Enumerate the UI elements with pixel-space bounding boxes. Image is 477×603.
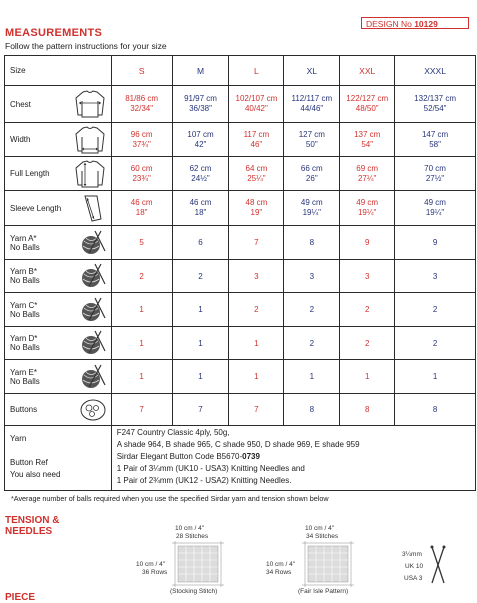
section-title-next: PIECE	[5, 592, 36, 603]
swatch1-caption: (Stocking Stitch)	[170, 588, 218, 595]
balls-value: 8	[284, 226, 340, 260]
needles-line1: 1 Pair of 3¼mm (UK10 - USA3) Knitting Needles and	[116, 464, 305, 473]
value-cm: 107 cm	[187, 129, 214, 139]
value-inch: 48/50"	[355, 104, 379, 113]
balls-value: 1	[111, 360, 172, 394]
value-inch: 27½"	[425, 173, 445, 183]
needle-size-mm: 3¼mm	[402, 551, 422, 558]
balls-value: 1	[172, 360, 229, 394]
balls-label: No Balls	[10, 309, 40, 319]
yarn-ball-icon	[79, 329, 107, 357]
value-cm: 60 cm	[130, 163, 153, 173]
buttons-value: 8	[340, 394, 395, 426]
value-cm: 147 cm	[421, 129, 449, 139]
yarn-ball-icon	[79, 296, 107, 324]
balls-value: 2	[284, 293, 340, 327]
balls-value: 2	[229, 293, 284, 327]
balls-value: 2	[340, 327, 395, 360]
section-title-measurements: MEASUREMENTS	[5, 27, 103, 39]
value-inch: 36/38"	[189, 104, 212, 113]
balls-label: No Balls	[10, 242, 40, 252]
buttons-icon	[79, 398, 107, 422]
balls-value: 2	[395, 293, 476, 327]
balls-value: 1	[172, 293, 229, 327]
swatch2-height-label: 10 cm / 4"	[266, 561, 296, 568]
row-label: Sleeve Length	[10, 203, 62, 213]
value-cm: 91/97 cm	[184, 94, 217, 103]
needles-line2: 1 Pair of 2¾mm (UK12 - USA2) Knitting Needles.	[116, 476, 292, 485]
value-inch: 27¼"	[357, 173, 377, 183]
balls-value: 2	[172, 260, 229, 293]
value-cm: 66 cm	[300, 163, 323, 173]
value-cm: 117 cm	[243, 129, 270, 139]
swatch1-stitches-label: 28 Stitches	[176, 533, 209, 540]
swatch1-grid	[172, 541, 224, 587]
value-inch: 26"	[305, 173, 318, 183]
measure-row-full-length	[5, 157, 476, 191]
value-inch: 52/54"	[423, 104, 447, 113]
value-cm: 49 cm	[300, 198, 323, 207]
value-cm: 62 cm	[189, 163, 212, 173]
buttons-value: 8	[395, 394, 476, 426]
size-label: Size	[5, 56, 112, 86]
yarn-ball-icon	[79, 363, 107, 391]
buttons-value: 7	[172, 394, 229, 426]
balls-value: 3	[395, 260, 476, 293]
value-inch: 18"	[194, 208, 207, 217]
balls-value: 3	[229, 260, 284, 293]
value-cm: 127 cm	[298, 129, 325, 139]
swatch2-stitches-label: 34 Stitches	[306, 533, 339, 540]
value-inch: 25¼"	[247, 173, 266, 183]
sweater-chest-icon	[73, 89, 107, 119]
sweater-width-icon	[73, 125, 107, 155]
yarn-ball-icon	[79, 229, 107, 257]
value-inch: 54"	[361, 139, 374, 149]
balls-value: 1	[340, 360, 395, 394]
value-inch: 37¾"	[132, 139, 151, 149]
measure-row-width	[5, 123, 476, 157]
balls-value: 3	[284, 260, 340, 293]
balls-value: 9	[395, 226, 476, 260]
knitting-needles-icon	[428, 545, 448, 585]
needle-size-usa: USA 3	[404, 575, 423, 582]
yarn-info-line2: A shade 964, B shade 965, C shade 950, D shade 969, E shade 959	[116, 440, 360, 449]
value-inch: 19¼"	[425, 208, 445, 217]
size-m: M	[172, 56, 229, 86]
row-label: Width	[10, 135, 31, 144]
design-number-box	[361, 17, 469, 29]
balls-value: 3	[340, 260, 395, 293]
balls-value: 1	[229, 360, 284, 394]
balls-value: 1	[284, 360, 340, 394]
also-need-label: You also need	[10, 470, 61, 479]
balls-label: No Balls	[10, 376, 40, 386]
swatch1-height-label: 10 cm / 4"	[136, 561, 166, 568]
value-cm: 112/117 cm	[291, 94, 333, 103]
row-label: Chest	[10, 99, 31, 109]
value-cm: 96 cm	[130, 129, 153, 139]
row-label: Full Length	[10, 169, 50, 178]
yarn-info-line1: F247 Country Classic 4ply, 50g,	[116, 428, 230, 437]
sleeve-length-icon	[77, 193, 107, 223]
buttons-value: 8	[284, 394, 340, 426]
value-cm: 132/137 cm	[414, 94, 456, 103]
balls-value: 9	[340, 226, 395, 260]
swatch1-rows-label: 36 Rows	[142, 569, 168, 576]
value-cm: 49 cm	[356, 198, 379, 207]
yarn-label: Yarn C*	[10, 300, 38, 310]
yarn-label: Yarn B*	[10, 267, 37, 276]
balls-value: 2	[395, 327, 476, 360]
sweater-length-icon	[73, 159, 107, 189]
yarn-row-b	[5, 260, 476, 293]
balls-label: No Balls	[10, 343, 40, 352]
balls-label: No Balls	[10, 276, 40, 285]
balls-value: 1	[229, 327, 284, 360]
size-l: L	[229, 56, 284, 86]
size-s: S	[111, 56, 172, 86]
swatch1-width-label: 10 cm / 4"	[175, 525, 205, 532]
value-inch: 42"	[194, 139, 207, 149]
section-title-tension: TENSION & NEEDLES	[5, 515, 60, 537]
size-xl: XL	[284, 56, 340, 86]
balls-value: 6	[172, 226, 229, 260]
swatch2-caption: (Fair Isle Pattern)	[298, 588, 349, 595]
value-inch: 58"	[429, 139, 441, 149]
value-cm: 49 cm	[424, 198, 446, 207]
button-ref-label: Button Ref	[10, 458, 48, 467]
buttons-value: 7	[111, 394, 172, 426]
yarn-ball-icon	[79, 262, 107, 290]
yarn-row-e	[5, 360, 476, 394]
balls-value: 1	[111, 327, 172, 360]
size-xxxl: XXXL	[395, 56, 476, 86]
swatch2-width-label: 10 cm / 4"	[305, 525, 335, 532]
yarn-label: Yarn D*	[10, 334, 38, 343]
section-subtitle: Follow the pattern instructions for your size	[5, 41, 167, 51]
yarn-row-d	[5, 327, 476, 360]
size-table	[4, 55, 476, 491]
balls-value: 2	[340, 293, 395, 327]
swatch2-rows-label: 34 Rows	[266, 569, 292, 576]
buttons-label: Buttons	[10, 405, 38, 414]
value-cm: 70 cm	[424, 163, 446, 173]
value-cm: 81/86 cm	[125, 94, 159, 103]
design-label: DESIGN No	[366, 19, 412, 29]
balls-value: 1	[395, 360, 476, 394]
balls-value: 2	[111, 260, 172, 293]
swatch2-grid	[302, 541, 354, 587]
yarn-label: Yarn E*	[10, 367, 37, 377]
value-cm: 48 cm	[245, 198, 268, 207]
value-inch: 40/42"	[244, 104, 268, 113]
balls-value: 7	[229, 226, 284, 260]
balls-value: 1	[172, 327, 229, 360]
button-ref-value: Sirdar Elegant Button Code B5670-0739	[116, 452, 260, 461]
value-cm: 64 cm	[245, 163, 268, 173]
buttons-value: 7	[229, 394, 284, 426]
yarn-row-a	[5, 226, 476, 260]
value-cm: 137 cm	[354, 129, 381, 139]
value-cm: 102/107 cm	[235, 94, 278, 103]
size-xxl: XXL	[340, 56, 395, 86]
value-cm: 69 cm	[356, 163, 379, 173]
value-cm: 122/127 cm	[346, 94, 389, 103]
value-inch: 19¼"	[357, 208, 377, 217]
value-inch: 19¼"	[302, 208, 322, 217]
value-inch: 32/34"	[130, 104, 154, 113]
buttons-row	[5, 394, 476, 426]
yarn-info-label: Yarn	[10, 434, 27, 443]
value-cm: 46 cm	[130, 198, 153, 207]
value-inch: 19"	[250, 208, 263, 217]
value-cm: 46 cm	[189, 198, 212, 207]
value-inch: 23¾"	[132, 173, 151, 183]
value-inch: 44/46"	[300, 104, 324, 113]
yarn-label: Yarn A*	[10, 233, 37, 243]
needle-size-uk: UK 10	[405, 563, 424, 570]
balls-value: 2	[284, 327, 340, 360]
size-header-row	[5, 56, 476, 86]
value-inch: 46"	[250, 139, 263, 149]
value-inch: 24½"	[191, 173, 210, 183]
materials-row	[5, 426, 476, 491]
value-inch: 18"	[135, 208, 148, 217]
balls-value: 1	[111, 293, 172, 327]
value-inch: 50"	[305, 139, 318, 149]
balls-value: 5	[111, 226, 172, 260]
yarn-row-c	[5, 293, 476, 327]
design-number: 10129	[414, 19, 438, 29]
measure-row-chest	[5, 86, 476, 123]
measure-row-sleeve-length	[5, 191, 476, 226]
footnote: *Average number of balls required when you use the specified Sirdar yarn and tension shown below	[11, 494, 329, 503]
